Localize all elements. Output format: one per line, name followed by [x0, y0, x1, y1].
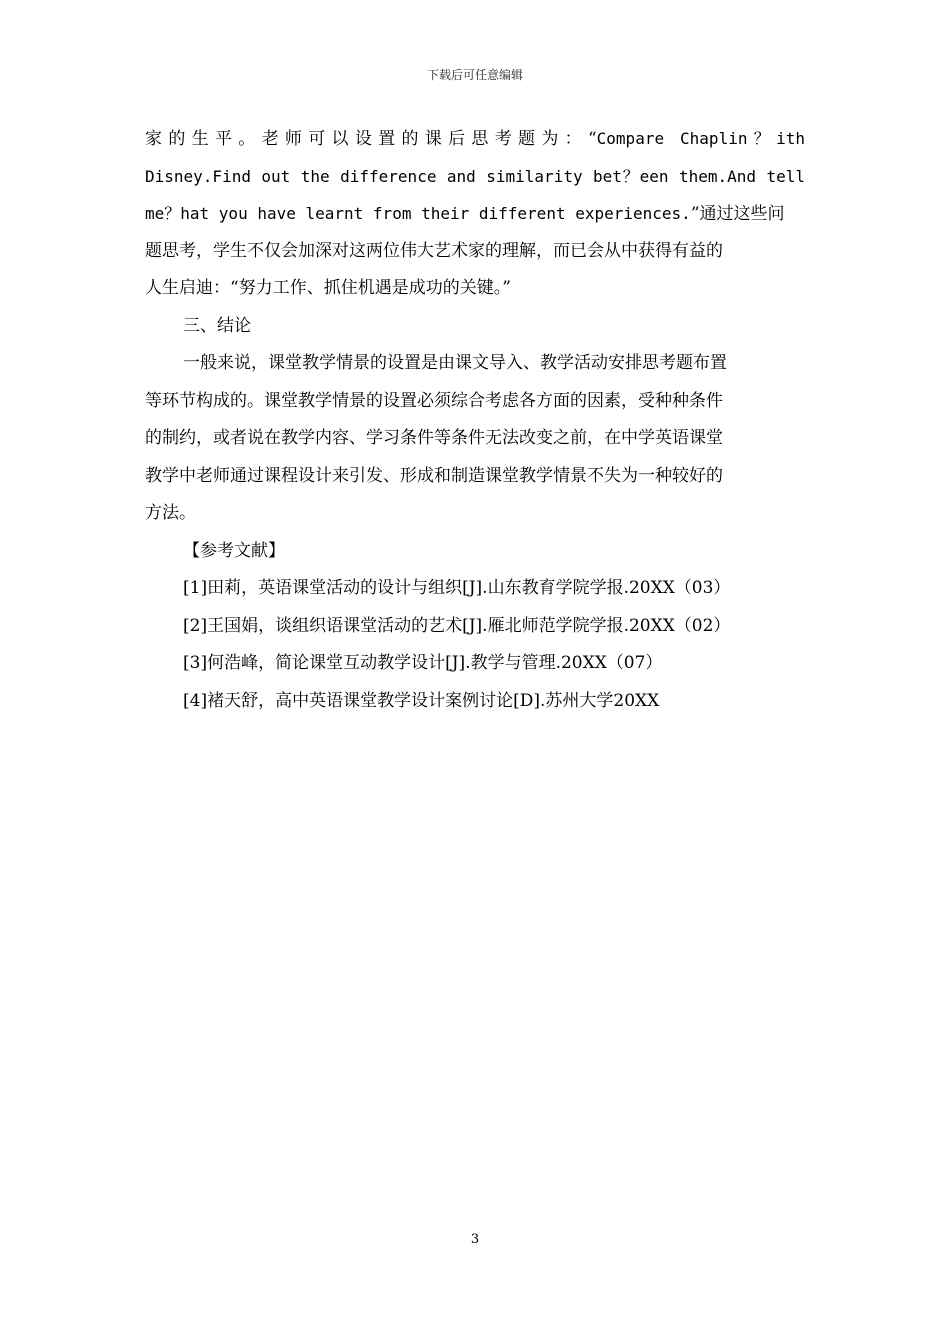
paragraph-line: 人生启迪：“努力工作、抓住机遇是成功的关键。” [145, 278, 511, 298]
section-heading: 三、结论 [183, 315, 251, 336]
reference-item: [3]何浩峰，简论课堂互动教学设计[J].教学与管理.20XX（07） [183, 653, 663, 673]
paragraph-text: 家的生平。老师可以设置的课后思考题为：“ [145, 129, 597, 149]
reference-item: [4]褚天舒，高中英语课堂教学设计案例讨论[D].苏州大学20XX [183, 690, 660, 711]
paragraph-line: 方法。 [145, 503, 196, 523]
english-text: me？hat you have learnt from their different experiences. [145, 204, 691, 223]
references-heading: 【参考文献】 [183, 540, 285, 561]
paragraph-line [145, 195, 805, 233]
reference-item: [2]王国娟，谈组织语课堂活动的艺术[J].雁北师范学院学报.20XX（02） [183, 615, 731, 636]
english-text: Compare Chaplin？ith [596, 129, 805, 148]
paragraph-line: 题思考，学生不仅会加深对这两位伟大艺术家的理解，而已会从中获得有益的 [145, 240, 723, 261]
paragraph-text: ”通过这些问 [690, 204, 785, 224]
english-text: Disney.Find out the difference and similarity bet？een them.And tell [145, 166, 805, 186]
paragraph-line: 教学中老师通过课程设计来引发、形成和制造课堂教学情景不失为一种较好的 [145, 465, 723, 486]
reference-item: [1]田莉，英语课堂活动的设计与组织[J].山东教育学院学报.20XX（03） [183, 578, 731, 598]
paragraph-line [145, 158, 805, 196]
paragraph-line: 等环节构成的。课堂教学情景的设置必须综合考虑各方面的因素，受种种条件 [145, 390, 723, 411]
paragraph-line: 的制约，或者说在教学内容、学习条件等条件无法改变之前，在中学英语课堂 [145, 428, 723, 448]
paragraph-line: 一般来说，课堂教学情景的设置是由课文导入、教学活动安排思考题布置 [183, 353, 727, 373]
page-header: 下载后可任意编辑 [426, 68, 523, 82]
page-number: 3 [470, 1232, 480, 1247]
document-body [145, 120, 805, 720]
paragraph-line [145, 120, 805, 158]
